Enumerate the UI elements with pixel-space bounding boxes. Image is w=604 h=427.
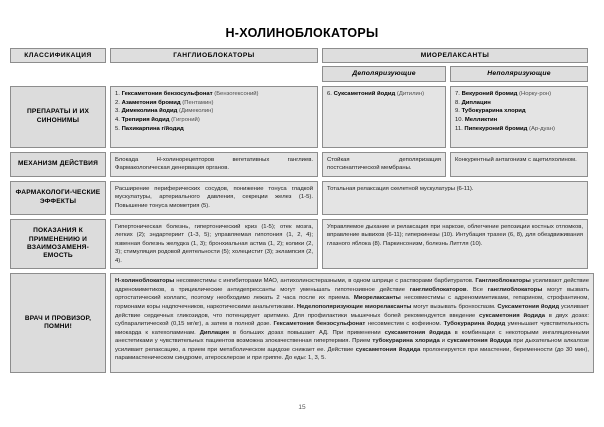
header-classification: КЛАССИФИКАЦИЯ: [10, 48, 106, 63]
cell-mechanism-nondepolarizing: Конкурентный антагонизм с ацетилхолином.: [450, 152, 588, 177]
list-item-number: 10.: [455, 117, 465, 124]
cell-pharm-ganglioblockers: Расширение периферических сосудов, понижение тонуса гладкой мускулатуры, артериального давления, секреции желез (1-5). Повышение тонуса миометрия (5).: [110, 181, 318, 215]
row-label-pharm-effects: ФАРМАКОЛОГИ-ЧЕСКИЕ ЭФФЕКТЫ: [10, 181, 106, 215]
drug-name: Димеколина йодид: [121, 108, 178, 115]
drug-name: Диплацин: [461, 99, 491, 106]
drug-name: Мелликтин: [464, 117, 498, 124]
list-item: [455, 125, 583, 134]
cell-drugs-nondepolarizing: [450, 86, 588, 148]
list-item: [327, 90, 441, 99]
drug-name: Пахикарпина г/йодид: [121, 126, 184, 133]
drug-synonym: (Гигроний): [169, 117, 200, 124]
drug-synonym: (Бензогексоний): [212, 90, 259, 97]
drug-synonym: (Ар-дуан): [527, 126, 555, 133]
drug-synonym: (Норку-рон): [517, 90, 552, 97]
cell-indications-relaxants: Управляемое дыхание и релаксация при наркозе, облегчение репозиции костных отломков, вправление вывихов (6-11); гиперкинезы (10). Интубация трахеи (6, 8), для обездвиживания глазного яблока (8). Паркинсонизм, болезнь Литтля (10).: [322, 219, 588, 270]
row-label-indications: ПОКАЗАНИЯ К ПРИМЕНЕНИЮ И ВЗАИМОЗАМЕНЯ-ЕМОСТЬ: [10, 219, 106, 270]
cell-mechanism-depolarizing: Стойкая деполяризация постсинаптической мембраны.: [322, 152, 446, 177]
list-item-number: 3.: [115, 108, 122, 115]
list-item-number: 2.: [115, 99, 122, 106]
cell-mechanism-ganglioblockers: Блокада Н-холинорецепторов вегетативных ганглиев. Фармакологическая денервация органов.: [110, 152, 318, 177]
cell-indications-ganglioblockers: Гипертоническая болезнь, гипертонический криз (1-5); отек мозга, легких (2); эндартериит (1-3, 5); управляемая гипотония (1, 2, 4); язвенная болезнь желудка (1, 3); бронхиальная астма (1, 2); колики (2, 3); стимуляция родовой деятельности (5); холецистит (3); эклампсия (2, 4).: [110, 219, 318, 270]
header-depolarizing: Деполяризующие: [322, 66, 446, 81]
header-ganglioblockers: ГАНГЛИОБЛОКАТОРЫ: [110, 48, 318, 63]
list-item: [115, 107, 313, 116]
drug-name: Суксаметоний йодид: [333, 90, 396, 97]
header-row-primary: [0, 48, 604, 63]
cell-note-text: Н-холиноблокаторы несовместимы с ингибиторами МАО, антихолинэстеразными, в одном шприце с растворами барбитуратов. Ганглиоблокаторы усиливают действие адреномиметиков, а трициклические антидепрессанты могут уменьшать гипотензивное действие ганглиоблокаторов. Все ганглиоблокаторы могут вызвать ортостатический коллапс, поэтому необходимо лежать 2 часа после их приема. Миорелаксанты несовместимы с адреномиметиками, гепарином, строфантином, гормонами коры надпочечников, наркотическими анальгетиками. Неделополяризующие миорелаксанты могут вызывать бронхоспазм. Суксаметония йодид усиливает действие сердечных гликозидов, что потенцирует аритмию. Для профилактики мышечных болей рекомендуется введение суксаметония йодида в двух дозах: субпаралитической (0,15 мг/кг), а затем в полной дозе. Гексаметония бензосульфонат несовместим с кофеином. Тубокурарина йодид уменьшает чувствительность миокарда к катехоламинам. Диплацин в больших дозах повышает АД. При применении суксаметония йодида в комбинации с некоторыми ингаляционными анестетиками у чувствительных пациентов возможна злокачественная гипертермия. Прием тубокурарина хлорида и суксаметония йодида при дыхательном алкалозе усиливает релаксацию, а прием при метаболическом ацидозе снижает ее. Действие суксаметония йодида пролонгируется при миастении, беременности (до 30 мин), парамиастеническом синдроме, атеросклерозе и при гриппе. До еды: 1, 3, 5.: [110, 273, 594, 373]
drug-name: Гексаметония бензосульфонат: [121, 90, 213, 97]
list-item-number: 1.: [115, 90, 122, 97]
cell-drugs-ganglioblockers: [110, 86, 318, 148]
drug-name: Пипекуроний бромид: [464, 126, 528, 133]
drug-list-depolarizing: [327, 90, 441, 99]
row-pharm-effects: [0, 181, 604, 215]
header-nondepolarizing: Неполяризующие: [450, 66, 588, 81]
row-note: [0, 273, 604, 373]
list-item: [115, 90, 313, 99]
list-item: [455, 99, 583, 108]
list-item-number: 6.: [327, 90, 334, 97]
drug-list-ganglioblockers: [115, 90, 313, 134]
page-title: Н-ХОЛИНОБЛОКАТОРЫ: [225, 26, 379, 40]
header-row-secondary: [0, 66, 604, 81]
drug-synonym: (Пентамин): [180, 99, 214, 106]
drug-synonym: (Дитилин): [395, 90, 425, 97]
list-item: [455, 116, 583, 125]
row-label-drugs: ПРЕПАРАТЫ И ИХ СИНОНИМЫ: [10, 86, 106, 148]
list-item: [455, 107, 583, 116]
row-drugs: [0, 86, 604, 148]
list-item: [455, 90, 583, 99]
row-label-mechanism: МЕХАНИЗМ ДЕЙСТВИЯ: [10, 152, 106, 177]
list-item: [115, 116, 313, 125]
cell-drugs-depolarizing: [322, 86, 446, 148]
page-number: 15: [298, 404, 306, 411]
cell-pharm-relaxants: Тотальная релаксация скелетной мускулатуры (6-11).: [322, 181, 588, 215]
drug-name: Азаметония бромид: [121, 99, 181, 106]
list-item-number: 11.: [455, 126, 465, 133]
drug-name: Векуроний бромид: [461, 90, 518, 97]
drug-list-nondepolarizing: [455, 90, 583, 134]
row-indications: [0, 219, 604, 270]
list-item-number: 5.: [115, 126, 122, 133]
list-item-number: 8.: [455, 99, 462, 106]
row-label-note: ВРАЧ И ПРОВИЗОР, ПОМНИ!: [10, 273, 106, 373]
list-item: [115, 99, 313, 108]
list-item: [115, 125, 313, 134]
list-item-number: 4.: [115, 117, 122, 124]
drug-synonym: (Димеколин): [177, 108, 214, 115]
drug-name: Трепирия йодид: [121, 117, 170, 124]
row-mechanism: [0, 152, 604, 177]
header-muscle-relaxants: МИОРЕЛАКСАНТЫ: [322, 48, 588, 63]
drug-name: Тубокурарина хлорид: [461, 108, 526, 115]
list-item-number: 7.: [455, 90, 462, 97]
list-item-number: 9.: [455, 108, 462, 115]
